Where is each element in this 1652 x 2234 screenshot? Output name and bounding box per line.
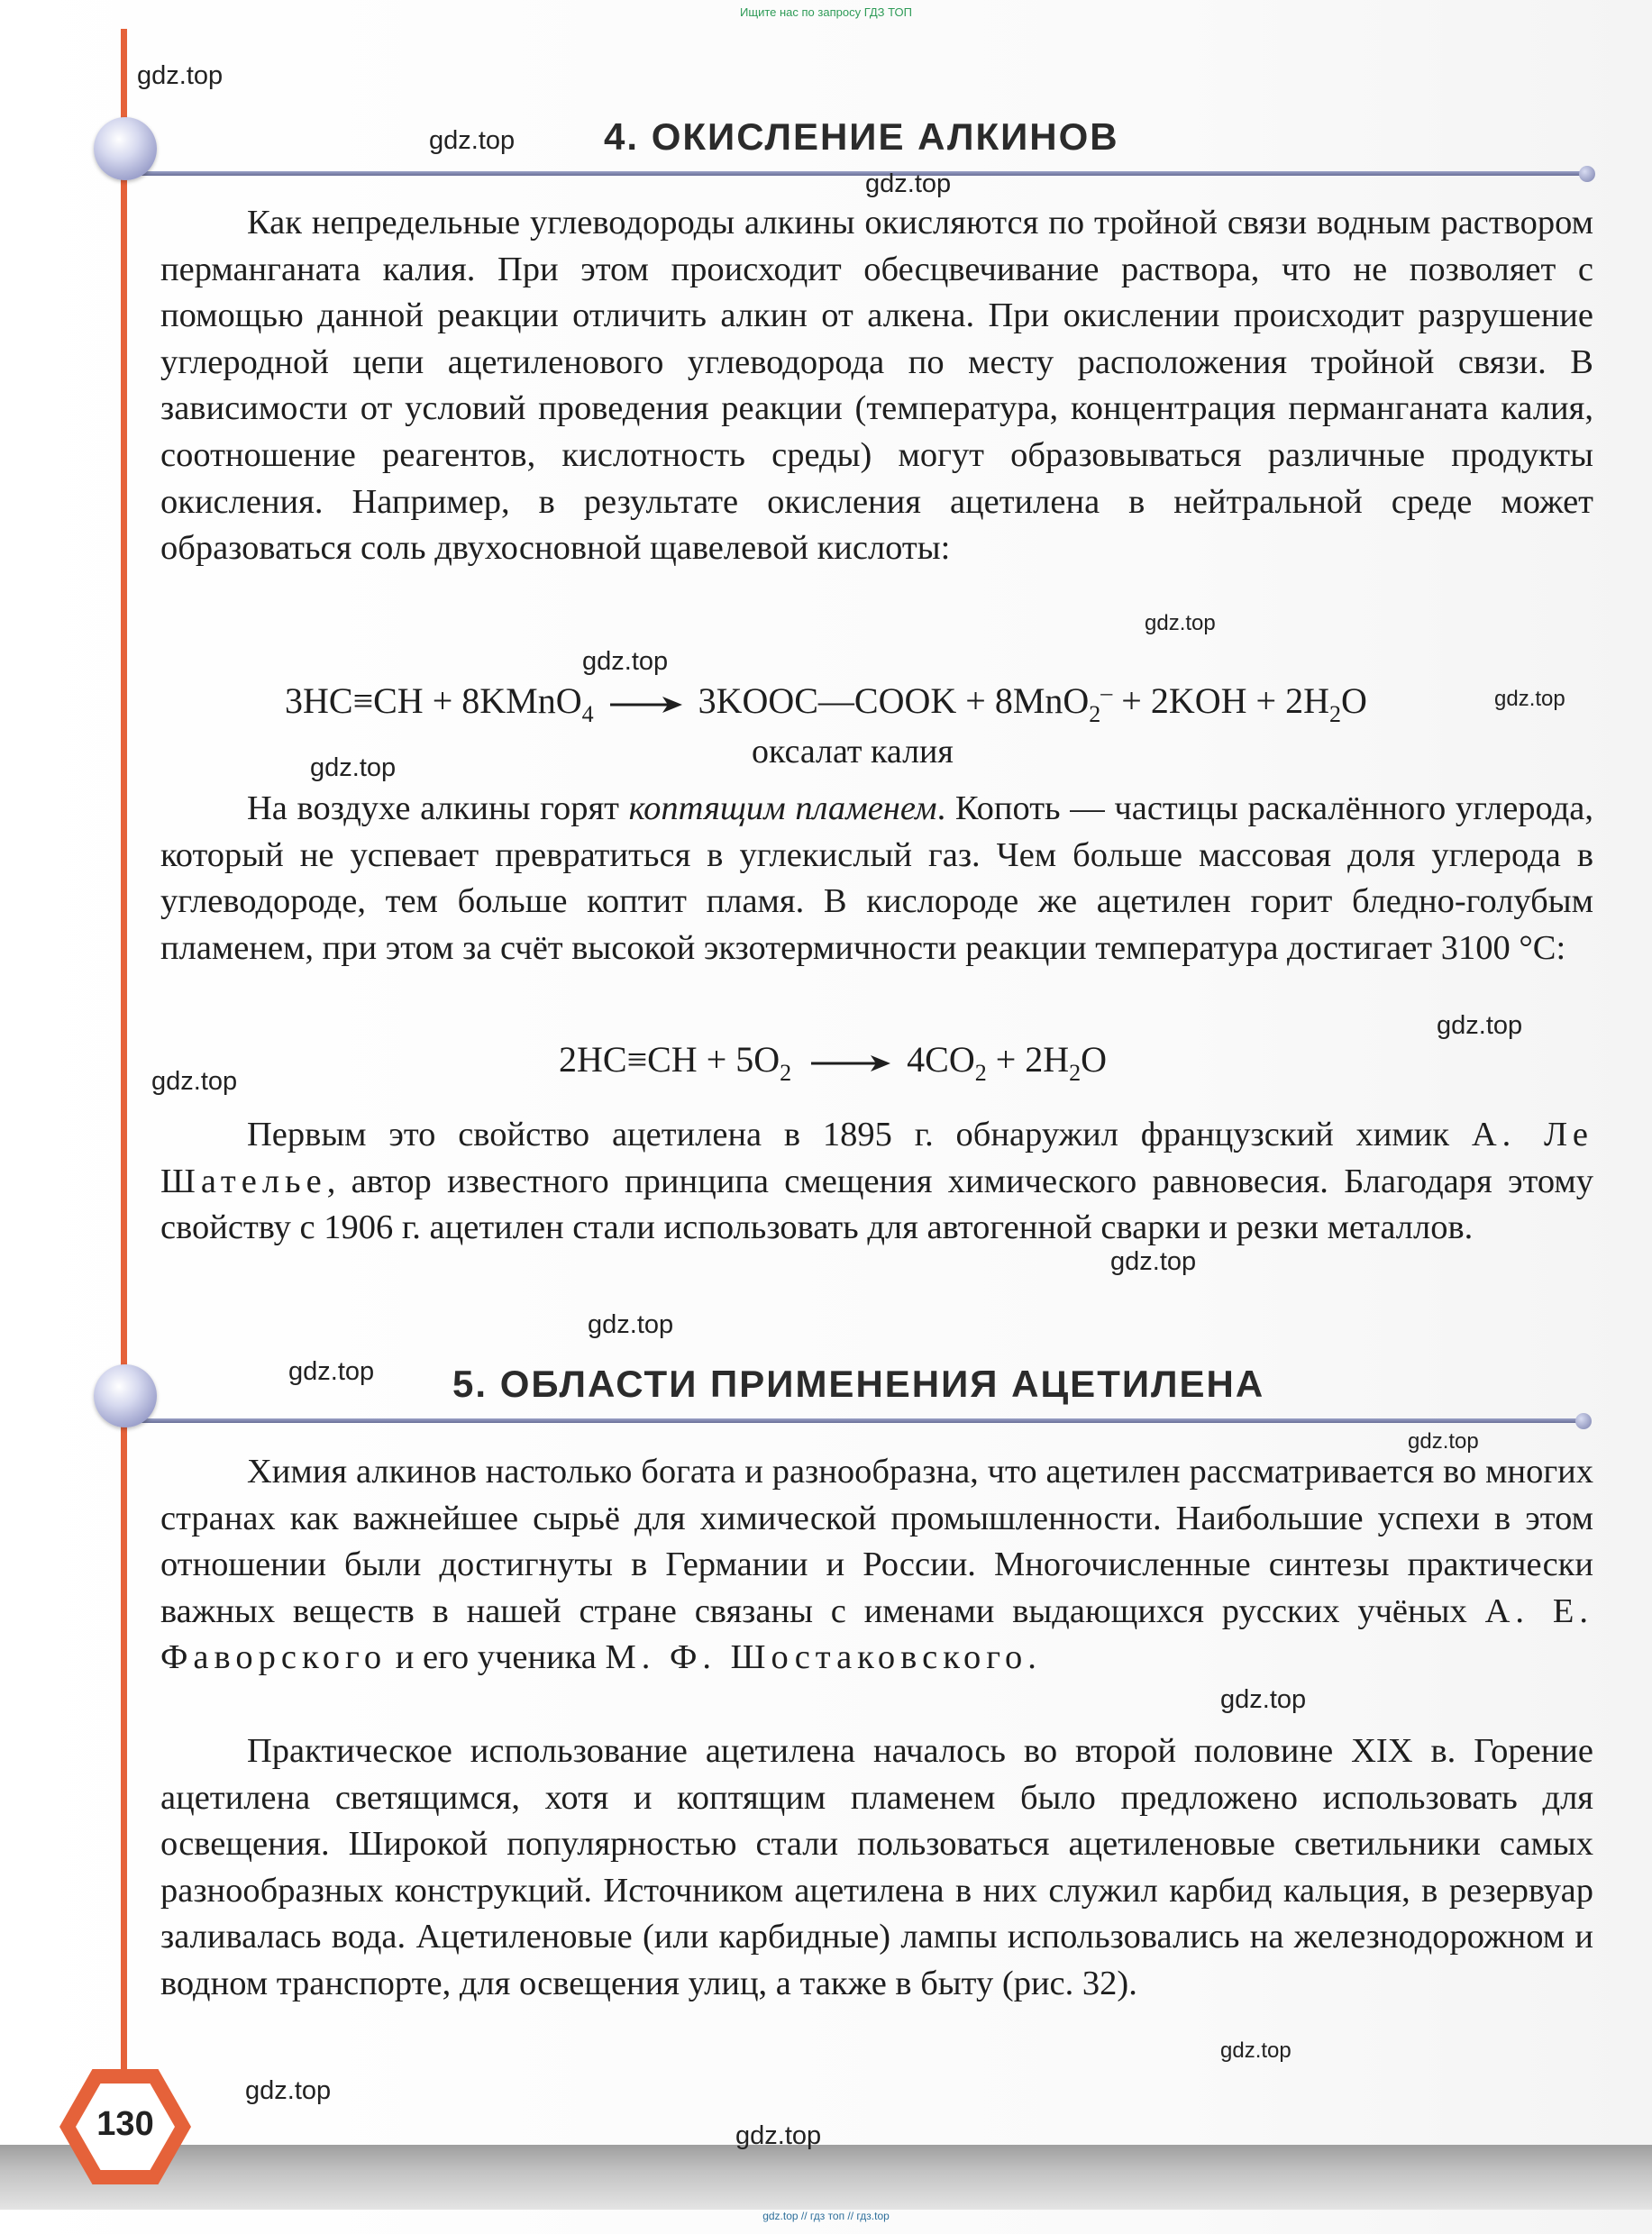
watermark: gdz.top xyxy=(137,61,224,90)
section4-heading-ball xyxy=(94,117,157,180)
eq1-rhs-subscript-2: 2 xyxy=(1328,701,1341,727)
left-margin-bar xyxy=(121,29,127,2093)
eq1-rhs-subscript: 2 xyxy=(1089,701,1101,727)
watermark: gdz.top xyxy=(865,169,952,198)
eq2-rhs-end: O xyxy=(1081,1039,1108,1080)
s5p1-scientist-2: М. Ф. Шостаковского xyxy=(605,1638,1028,1677)
section4-paragraph-2 xyxy=(160,786,1593,971)
section4-rule-end-dot xyxy=(1579,166,1595,182)
s5p1-text-mid: и его ученика xyxy=(387,1638,606,1677)
eq2-rhs-subscript: 2 xyxy=(974,1060,987,1086)
section5-heading: 5. ОБЛАСТИ ПРИМЕНЕНИЯ АЦЕТИЛЕНА xyxy=(452,1363,1265,1405)
watermark: gdz.top xyxy=(582,647,669,676)
section5-heading-ball xyxy=(94,1364,157,1427)
watermark: gdz.top xyxy=(1220,2038,1291,2063)
top-search-note: Ищите нас по запросу ГДЗ ТОП xyxy=(740,5,912,19)
section5-heading-rule xyxy=(126,1418,1586,1423)
footer-band xyxy=(0,2145,1652,2210)
eq2-rhs: 4CO xyxy=(907,1039,975,1080)
eq2-lhs: 2HC≡CH + 5O xyxy=(559,1039,780,1080)
eq2-rhs-subscript-2: 2 xyxy=(1069,1060,1082,1086)
eq2-rhs-cont: + 2H xyxy=(986,1039,1070,1080)
watermark: gdz.top xyxy=(1220,1685,1307,1714)
p3-scientist-name: А. Ле Шателье xyxy=(160,1116,1593,1200)
eq1-rhs-cont: + 2KOH + 2H xyxy=(1112,680,1329,721)
watermark: gdz.top xyxy=(429,126,516,155)
watermark: gdz.top xyxy=(1145,611,1216,635)
section5-paragraph-1 xyxy=(160,1449,1593,1682)
watermark: gdz.top xyxy=(1110,1247,1197,1276)
bottom-watermark-note: gdz.top // гдз топ // гдз.top xyxy=(762,2210,890,2222)
s5p1-text-a: Химия алкинов настолько богата и разнообразна, что ацетилен рассматривается во многих странах как важнейшее сырьё для химической промышленности. Наибольшие успехи в этом отношении были достигнуты в Германии и России. Многочисленные синтезы практически важных веществ в нашей стране связаны с именами выдающихся русских учёных xyxy=(160,1453,1593,1630)
p2-text-a: На воздухе алкины горят xyxy=(247,789,629,827)
section5-rule-end-dot xyxy=(1575,1413,1592,1429)
section4-heading: 4. ОКИСЛЕНИЕ АЛКИНОВ xyxy=(604,115,1119,158)
eq1-rhs: 3KOOC—COOK + 8MnO xyxy=(698,680,1090,721)
equation-acetylene-combustion xyxy=(559,1038,1108,1086)
s5p1-text-end: . xyxy=(1027,1638,1036,1677)
p2-italic-term: коптящим пламенем xyxy=(628,789,937,827)
section4-paragraph-1: Как непредельные углеводороды алкины окисляются по тройной связи водным раствором перманганата калия. При этом происходит обесцвечивание раствора, что не позволяет с помощью данной реакции отличить алкин от алкена. При окислении происходит разрушение углеродной цепи ацетиленового углеводорода по месту расположения тройной связи. В зависимости от условий проведения реакции (температура, концентрация перманганата калия, соотношение реагентов, кислотность среды) могут образовываться различные продукты окисления. Например, в результате окисления ацетилена в нейтральной среде может образоваться соль двухосновной щавелевой кислоты: xyxy=(160,204,1593,568)
watermark: gdz.top xyxy=(1437,1011,1523,1040)
watermark: gdz.top xyxy=(1408,1429,1479,1454)
section5-paragraph-2: Практическое использование ацетилена началось во второй половине XIX в. Горение ацетилена светящимся, хотя и коптящим пламенем было предложено использовать для освещения. Широкой популярностью стали пользоваться ацетиленовые светильники самых разнообразных конструкций. Источником ацетилена в них служил карбид кальция, в резервуар заливалась вода. Ацетиленовые (или карбидные) лампы использовались на железнодорожном и водном транспорте, для освещения улиц, а также в быту (рис. 32). xyxy=(160,1732,1593,2002)
watermark: gdz.top xyxy=(151,1067,238,1096)
equation-acetylene-oxidation xyxy=(285,679,1367,727)
s5p1-scientist-1: А. Е. Фаворского xyxy=(160,1591,1593,1677)
eq1-rhs-superscript: – xyxy=(1100,679,1113,706)
section4-paragraph-3 xyxy=(160,1112,1593,1252)
eq1-lhs: 3HC≡CH + 8KMnO xyxy=(285,680,582,721)
section4-heading-rule xyxy=(126,171,1586,176)
eq1-rhs-end: O xyxy=(1340,680,1367,721)
eq2-lhs-subscript: 2 xyxy=(780,1060,792,1086)
p3-text-b: , автор известного принципа смещения химического равновесия. Благодаря этому свойству с 1906 г. ацетилен стали использовать для автогенной сварки и резки металлов. xyxy=(160,1162,1593,1247)
watermark: gdz.top xyxy=(245,2076,332,2105)
page-number: 130 xyxy=(96,2105,154,2143)
reaction-arrow-icon xyxy=(806,1053,892,1073)
p3-text-a: Первым это свойство ацетилена в 1895 г. обнаружил французский химик xyxy=(247,1116,1472,1153)
watermark: gdz.top xyxy=(1494,687,1565,711)
watermark: gdz.top xyxy=(288,1357,375,1386)
equation-caption-potassium-oxalate: оксалат калия xyxy=(752,733,954,771)
watermark: gdz.top xyxy=(310,753,397,782)
watermark: gdz.top xyxy=(588,1310,674,1339)
reaction-arrow-icon xyxy=(608,695,684,715)
eq1-lhs-subscript: 4 xyxy=(581,701,594,727)
watermark: gdz.top xyxy=(735,2121,822,2150)
p2-text-b: . Копоть — частицы раскалённого углерода, который не успевает превратиться в углекислый газ. Чем больше массовая доля углерода в углеводороде, тем больше коптит пламя. В кислороде же ацетилен горит бледно-голубым пламенем, при этом за счёт высокой экзотермичности реакции температура достигает 3100 °С: xyxy=(160,789,1593,967)
